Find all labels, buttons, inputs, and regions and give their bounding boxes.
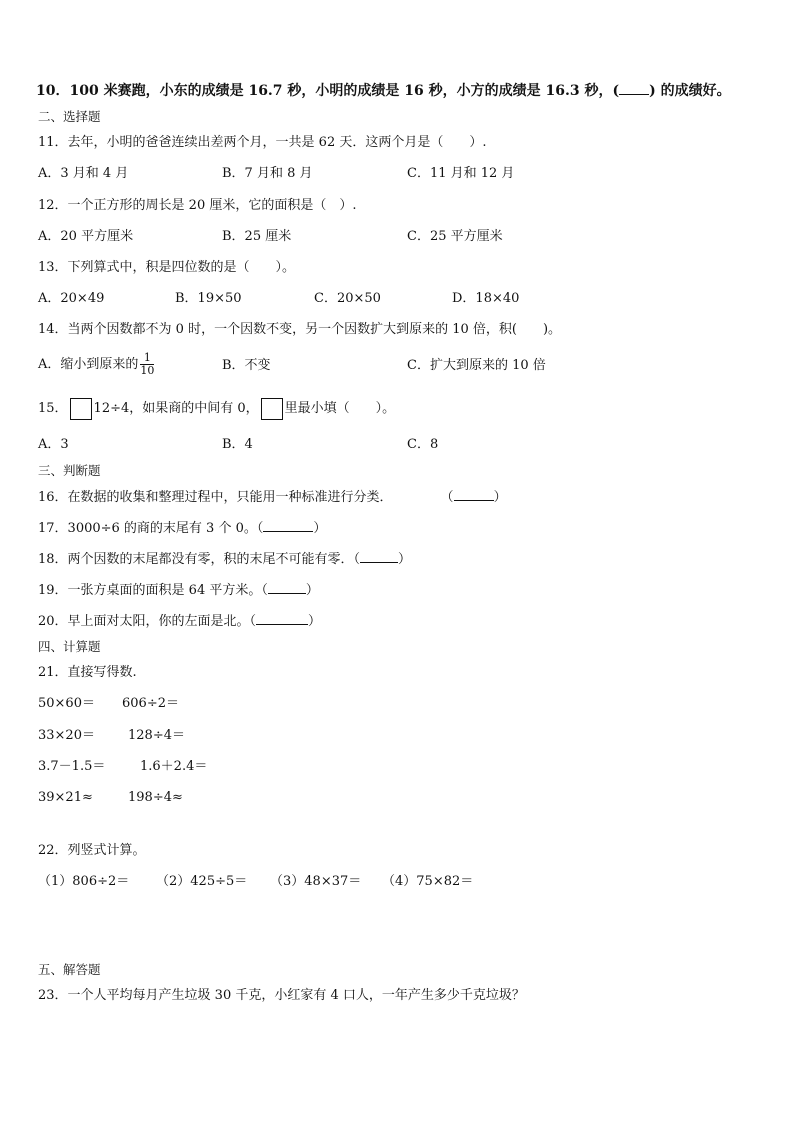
question-23-stem: 23．一个人平均每月产生垃圾 30 千克，小红家有 4 口人，一年产生多少千克垃圾？ (38, 988, 525, 1003)
q13-option-a[interactable]: A．20×49 (38, 291, 105, 306)
q18-close-paren: ） (398, 552, 412, 567)
q16-open-paren: （ (440, 490, 454, 505)
q14-option-c[interactable]: C．扩大到原来的 10 倍 (407, 358, 546, 373)
fraction-one-tenth: $\frac{1}{10}$ (140, 351, 155, 377)
q18-answer-blank[interactable] (360, 550, 398, 563)
question-16 (38, 488, 507, 507)
q20-answer-blank[interactable] (256, 612, 308, 625)
question-15-stem (38, 397, 395, 421)
q15-digit-box-1[interactable] (70, 398, 92, 420)
q11-option-b[interactable]: B．7 月和 8 月 (222, 166, 313, 181)
question-17 (38, 519, 326, 538)
q21-row1-left: 50×60＝ (38, 696, 95, 711)
q16-close-paren: ） (493, 490, 507, 505)
q10-text-b: ) 的成绩好。 (649, 83, 731, 99)
section-heading-judge: 三、判断题 (38, 463, 101, 478)
q15-option-b[interactable]: B．4 (222, 437, 253, 452)
question-14-stem: 14．当两个因数都不为 0 时，一个因数不变，另一个因数扩大到原来的 10 倍，积( )。 (38, 322, 562, 337)
q10-answer-blank[interactable] (619, 82, 649, 95)
q22-item-4: （4）75×82＝ (382, 874, 474, 889)
q17-close-paren: ） (313, 521, 327, 536)
q14-option-a[interactable] (38, 348, 154, 382)
question-19 (38, 581, 319, 600)
q15-end-text: 里最小填（ ）。 (284, 401, 396, 416)
question-13-stem: 13．下列算式中，积是四位数的是（ ）。 (38, 260, 296, 275)
section-heading-choice: 二、选择题 (38, 109, 101, 124)
q21-row1-right: 606÷2＝ (122, 696, 179, 711)
q21-row4-right: 198÷4≈ (128, 790, 183, 805)
q21-row4-left: 39×21≈ (38, 790, 93, 805)
question-18 (38, 550, 411, 569)
q16-text: 16．在数据的收集和整理过程中，只能用一种标准进行分类． (38, 490, 393, 505)
q21-row3-left: 3.7－1.5＝ (38, 759, 106, 774)
q15-option-a[interactable]: A．3 (38, 437, 69, 452)
question-21-stem: 21．直接写得数. (38, 665, 137, 680)
q19-text: 19．一张方桌面的面积是 64 平方米。（ (38, 583, 268, 598)
q20-close-paren: ） (308, 614, 322, 629)
question-10 (36, 82, 731, 100)
q14-option-b[interactable]: B．不变 (222, 358, 271, 373)
q13-option-c[interactable]: C．20×50 (314, 291, 381, 306)
q16-answer-blank[interactable] (454, 488, 494, 501)
q14-option-a-text: A．缩小到原来的 (38, 357, 139, 372)
section-heading-calc: 四、计算题 (38, 639, 101, 654)
question-11-stem: 11．去年，小明的爸爸连续出差两个月，一共是 62 天．这两个月是（ ）. (38, 135, 487, 150)
q10-text-a: 10．100 米赛跑，小东的成绩是 16.7 秒，小明的成绩是 16 秒，小方的成绩是 16.3 秒，( (36, 83, 620, 99)
question-12-stem: 12．一个正方形的周长是 20 厘米，它的面积是（ ）. (38, 198, 357, 213)
q19-close-paren: ） (305, 583, 319, 598)
q22-item-3: （3）48×37＝ (270, 874, 362, 889)
q13-option-b[interactable]: B．19×50 (175, 291, 242, 306)
section-heading-solve: 五、解答题 (38, 962, 101, 977)
q12-option-b[interactable]: B．25 厘米 (222, 229, 292, 244)
q21-row2-left: 33×20＝ (38, 728, 95, 743)
q17-answer-blank[interactable] (263, 519, 313, 532)
q15-digit-box-2[interactable] (261, 398, 283, 420)
q18-text: 18．两个因数的末尾都没有零，积的末尾不可能有零．（ (38, 552, 361, 567)
q22-item-2: （2）425÷5＝ (156, 874, 248, 889)
question-22-stem: 22．列竖式计算。 (38, 843, 146, 858)
q21-row2-right: 128÷4＝ (128, 728, 185, 743)
q21-row3-right: 1.6＋2.4＝ (140, 759, 208, 774)
q20-text: 20．早上面对太阳，你的左面是北。（ (38, 614, 257, 629)
q11-option-c[interactable]: C．11 月和 12 月 (407, 166, 515, 181)
q11-option-a[interactable]: A．3 月和 4 月 (38, 166, 129, 181)
q19-answer-blank[interactable] (268, 581, 306, 594)
question-20 (38, 612, 321, 631)
q15-option-c[interactable]: C．8 (407, 437, 439, 452)
q15-middle-text: 12÷4，如果商的中间有 0， (93, 401, 259, 416)
q15-number: 15． (38, 401, 68, 416)
q12-option-c[interactable]: C．25 平方厘米 (407, 229, 503, 244)
q17-text: 17．3000÷6 的商的末尾有 3 个 0。（ (38, 521, 264, 536)
q12-option-a[interactable]: A．20 平方厘米 (38, 229, 134, 244)
q22-item-1: （1）806÷2＝ (38, 874, 130, 889)
q13-option-d[interactable]: D．18×40 (452, 291, 520, 306)
